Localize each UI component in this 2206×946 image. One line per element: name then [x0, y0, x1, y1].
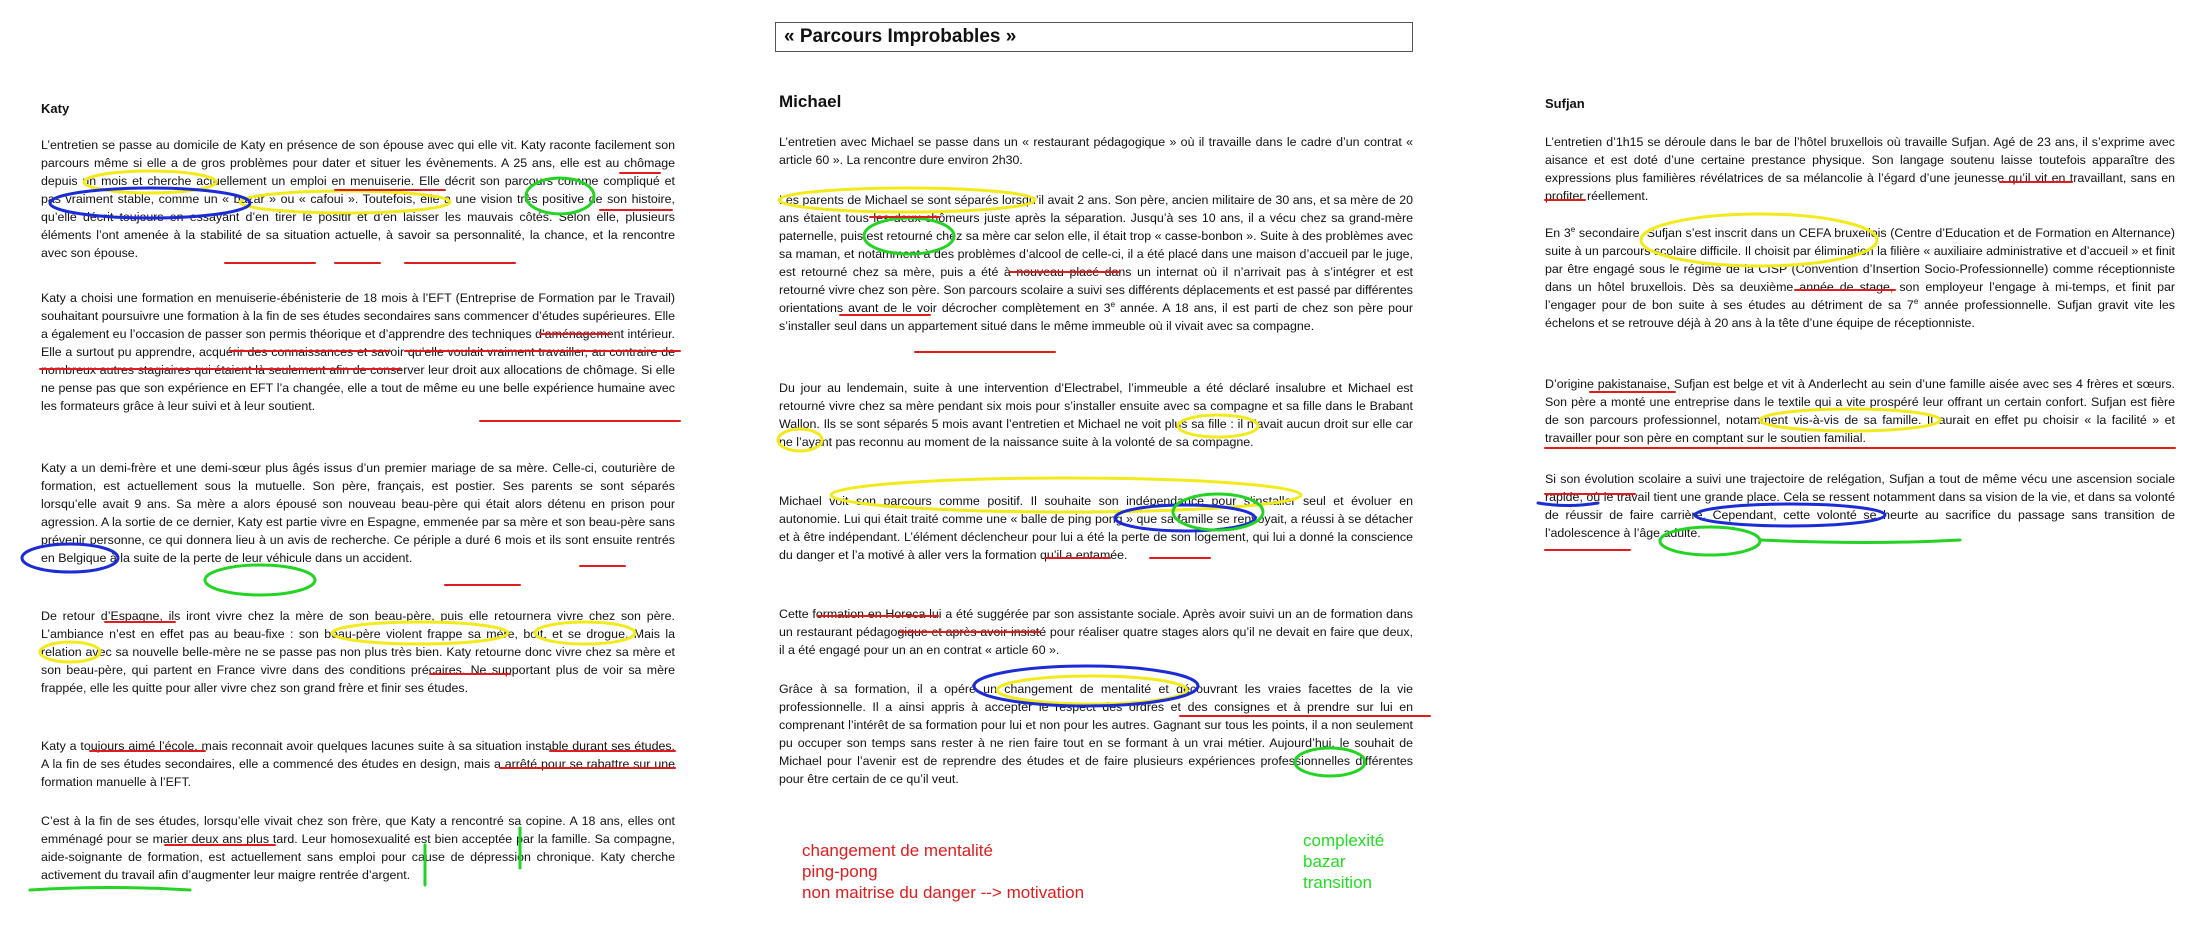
sufjan-paragraph-3: D’origine pakistanaise, Sufjan est belge et vit à Anderlecht au sein d’une famille aisée avec ses 4 frères et sœurs. Son père a monté une entreprise dans le textile qui a vite prospéré leur offrant un certain confort. Sufjan est fière de son parcours professionnel, notamment vis-à-vis de sa famille. Il aurait en effet pu choisir « la facilité » et travailler pour son père en comptant sur le soutien familial. [1545, 377, 2175, 445]
sufjan-paragraph-2-mid: secondaire, Sufjan s’est inscrit dans un CEFA bruxellois (Centre d’Education et de Formation en Alternance) suite à un parcours scolaire difficile. Il choisit par élimination la filière « auxiliaire administrative et d’accueil » et finit par être engagé sous le régime de la CISP (Convention d’Insertion Socio-Professionnelle) comme réceptionniste dans un hôtel bruxellois. Dès sa deuxième année de stage, son employeur l’engage à mi-temps, et finit par l’engager pour de bon suite à ses études au détriment de sa 7 [1545, 226, 2175, 312]
michael-paragraph-6: Grâce à sa formation, il a opéré un changement de mentalité et découvrant les vraies facettes de la vie professionnelle. Il a ainsi appris à accepter le respect des ordres et des consignes et à prendre sur lui en comprenant l’intérêt de sa formation pour lui et non pour les autres. Gagnant sur tous les points, il a non seulement pu occuper son temps sans rester à ne rien faire tout en se formant à un vrai métier. Aujourd’hui, le souhait de Michael pour l’avenir est de reprendre des études et de faire plusieurs expériences professionnelles différentes pour être certain de ce qu’il veut. [779, 682, 1413, 786]
note-line: ping-pong [802, 862, 878, 881]
green-highlight-mark [205, 565, 315, 595]
section-heading-michael: Michael [779, 92, 842, 111]
katy-paragraph-4: De retour d’Espagne, ils iront vivre chez la mère de son beau-père, puis elle retournera vivre chez son père. L’ambiance n’est en effet pas au beau-fixe : son beau-père violent frappe sa mère, boit, et se drogue. Mais la relation avec sa nouvelle belle-mère ne se passe pas non plus très bien. Katy retourne donc vivre chez sa mère et son beau-père, qui partent en France vivre dans des conditions précaires. Ne supportant plus de voir sa mère frappée, elle les quitte pour aller vivre chez son grand frère et finir ses études. [41, 609, 675, 695]
note-line: non maitrise du danger --> motivation [802, 883, 1085, 902]
sufjan-paragraph-2-start: En 3 [1545, 226, 1571, 240]
michael-paragraph-5: Cette formation en Horeca lui a été suggérée par son assistante sociale. Après avoir suivi un an de formation dans un restaurant pédagogique et après avoir insisté pour réaliser quatre stages alors qu’il ne devait en faire que deux, il a été engagé pour un an en contrat « article 60 ». [779, 607, 1413, 657]
michael-paragraph-3: Du jour au lendemain, suite à une intervention d’Electrabel, l’immeuble a été déclaré insalubre et Michael est retourné vivre chez sa mère pendant six mois pour s’installer ensuite avec sa compagne et sa fille dans le Brabant Wallon. Ils se sont séparés 5 mois avant l’entretien et Michael ne voit plus sa fille : il n’avait aucun droit sur elle car ne l’ayant pas reconnu au moment de la naissance suite à la volonté de sa compagne. [779, 381, 1413, 449]
sufjan-paragraph-2 [1545, 224, 2175, 332]
katy-paragraph-2: Katy a choisi une formation en menuiserie-ébénisterie de 18 mois à l’EFT (Entreprise de Formation par le Travail) souhaitant poursuivre une formation à la fin de ses études secondaires sans commencer d’études supérieures. Elle a également eu l’occasion de passer son permis théorique et d’apprendre des techniques d’aménagement intérieur. Elle a surtout pu apprendre, acquérir des connaissances et savoir qu’elle voulait vraiment travailler, au contraire de nombreux autres stagiaires qui étaient là seulement afin de conserver leur droit aux allocations de chômage. Si elle ne pense pas que son expérience en EFT l’a changée, elle a tout de même eu une belle expérience humaine avec les formateurs grâce à leur suivi et à leur soutient. [41, 291, 675, 413]
note-line: complexité [1303, 831, 1385, 850]
sufjan-paragraph-1: L’entretien d’1h15 se déroule dans le bar de l’hôtel bruxellois où travaille Sufjan. Agé de 23 ans, il s’exprime avec aisance et est doté d’une certaine prestance physique. Son langage soutenu laisse toutefois apparaître des expressions plus familières révélatrices de sa mélancolie à l’égard d’une jeunesse qu’il vit en travaillant, sans en profiter réellement. [1545, 135, 2175, 203]
section-heading-katy: Katy [41, 101, 70, 116]
michael-paragraph-2-text: Les parents de Michael se sont séparés lorsqu’il avait 2 ans. Son père, ancien militaire de 30 ans, et sa mère de 20 ans étaient tous les deux chômeurs juste après la séparation. Jusqu’à ses 10 ans, il a vécu chez sa grand-mère paternelle, puis est retourné chez sa mère car selon elle, il était trop « casse-bonbon ». Suite à des problèmes avec sa maman, et notamment à des problèmes d’alcool de celle-ci, il a été placé dans une maison d’accueil par le juge, est retourné chez sa mère, puis a été à nouveau placé dans un internat où il n’arrivait pas à s’intégrer et est retourné vivre chez son père. Son parcours scolaire a suivi ses différents déplacements et est passé par différentes orientations avant de le voir décrocher complètement en 3 [779, 193, 1413, 315]
michael-paragraph-4: Michael voit son parcours comme positif. Il souhaite son indépendance pour s’installer seul et évoluer en autonomie. Lui qui était traité comme une « balle de ping pong » que sa famille se renvoyait, a réussi à se détacher et à être indépendant. L’élément déclencheur pour lui a été la perte de son logement, qui lui a donné la conscience du danger et l’a motivé à aller vers la formation qu’il a entamée. [779, 494, 1413, 562]
katy-paragraph-1: L’entretien se passe au domicile de Katy en présence de son épouse avec qui elle vit. Katy raconte facilement son parcours même si elle a de gros problèmes pour dater et situer les évènements. A 25 ans, elle est au chômage depuis un mois et cherche actuellement un emploi en menuiserie. Elle décrit son parcours comme compliqué et pas vraiment stable, comme un « bazar » ou « cafoui ». Toutefois, elle a une vision très positive de son histoire, qu’elle décrit toujours en essayant d’en tirer le positif et d’en laisser les mauvais côtés. Selon elle, plusieurs éléments l’ont amenée à la stabilité de sa situation actuelle, à savoir sa personnalité, la chance, et la rencontre avec son épouse. [41, 138, 675, 260]
superscript: e [1110, 299, 1116, 309]
sufjan-paragraph-4: Si son évolution scolaire a suivi une trajectoire de relégation, Sufjan a tout de même vécu une ascension sociale rapide, où le travail tient une grande place. Cela se ressent notamment dans sa vision de la vie, et dans sa volonté de réussir de faire carrière. Cependant, cette volonté se heurte au sacrifice du passage sans transition de l’adolescence à l’âge adulte. [1545, 472, 2175, 540]
note-line: transition [1303, 873, 1372, 892]
sufjan-paragraph-2-end: année professionnelle. Sufjan gravit vite les échelons et se retrouve déjà à 20 ans à la tête d’une équipe de réceptionniste. [1545, 298, 2175, 330]
michael-paragraph-2-end: année. A 18 ans, il est parti de chez son père pour s’installer seul dans un appartement situé dans le même immeuble où il vivait avec sa compagne. [779, 301, 1413, 333]
green-margin-note [1303, 830, 1384, 893]
superscript: e [1913, 296, 1919, 306]
section-heading-sufjan: Sufjan [1545, 96, 1585, 111]
superscript: e [1570, 224, 1576, 234]
katy-paragraph-6: C’est à la fin de ses études, lorsqu’elle vivait chez son frère, que Katy a rencontré sa copine. A 18 ans, elles ont emménagé pour se marier deux ans plus tard. Leur homosexualité est bien acceptée par la famille. Sa compagne, aide-soignante de formation, est actuellement sans emploi pour cause de dépression chronique. Katy cherche activement du travail afin d’augmenter leur maigre rentrée d’argent. [41, 814, 675, 882]
note-line: bazar [1303, 852, 1346, 871]
document-title: « Parcours Improbables » [775, 22, 1413, 52]
katy-paragraph-3: Katy a un demi-frère et une demi-sœur plus âgés issus d’un premier mariage de sa mère. Celle-ci, couturière de formation, est actuellement sous la mutuelle. Son père, français, est postier. Ses parents se sont séparés lorsqu’elle avait 9 ans. Sa mère a alors épousé son nouveau beau-père qui était alors détenu en prison pour agression. A la sortie de ce dernier, Katy est partie vivre en Espagne, emmenée par sa mère et son beau-père sans prévenir personne, ce qui donnera lieu à un avis de recherche. Ce périple a duré 6 mois et ils sont ensuite rentrés en Belgique à la suite de la perte de leur véhicule dans un accident. [41, 461, 675, 565]
note-line: changement de mentalité [802, 841, 993, 860]
katy-paragraph-5: Katy a toujours aimé l’école, mais reconnait avoir quelques lacunes suite à sa situation instable durant ses études. A la fin de ses études secondaires, elle a commencé des études en design, mais a arrêté pour se rabattre sur une formation manuelle à l’EFT. [41, 739, 675, 789]
michael-paragraph-2 [779, 191, 1413, 335]
michael-paragraph-1: L’entretien avec Michael se passe dans un « restaurant pédagogique » où il travaille dans le cadre d’un contrat « article 60 ». La rencontre dure environ 2h30. [779, 135, 1413, 167]
red-margin-note [802, 840, 1084, 903]
green-highlight-mark [30, 888, 190, 891]
